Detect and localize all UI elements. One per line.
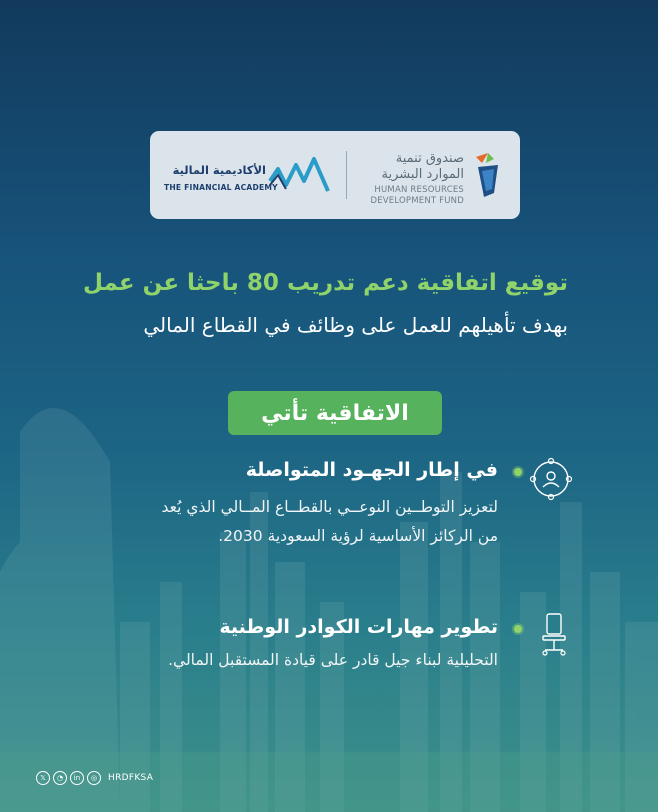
subheadline: بهدف تأهيلهم للعمل على وظائف في القطاع المالي: [143, 313, 568, 337]
headline: توقيع اتفاقية دعم تدريب 80 باحثا عن عمل: [82, 270, 568, 296]
bullet-dot: [514, 468, 522, 476]
logo-divider: [346, 151, 347, 199]
item-title: في إطار الجهـود المتواصلة: [245, 459, 498, 481]
item-body: التحليلية لبناء جيل قادر على قيادة المستقبل المالي.: [168, 651, 498, 669]
hrdf-arabic-name: صندوق تنمية الموارد البشرية: [381, 151, 464, 182]
social-links: [36, 771, 153, 785]
people-network-icon: [528, 456, 574, 502]
hrdf-english-name: HUMAN RESOURCES DEVELOPMENT FUND: [370, 185, 464, 206]
snapchat-icon[interactable]: ◔: [53, 771, 67, 785]
agreement-pill-label: الاتفاقية تأتي: [228, 391, 442, 435]
instagram-icon[interactable]: ◎: [87, 771, 101, 785]
item-body: لتعزيز التوطــين النوعــي بالقطــاع المــالي الذي يُعد من الركائز الأساسية لرؤية السعودية 2030.: [161, 498, 498, 545]
bullet-dot: [514, 625, 522, 633]
social-handle: HRDFKSA: [108, 773, 154, 783]
linkedin-icon[interactable]: in: [70, 771, 84, 785]
hrdf-logo-icon: [472, 149, 502, 201]
x-icon[interactable]: 𝕏: [36, 771, 50, 785]
partner-logos-card: [150, 131, 520, 219]
academy-english-name: THE FINANCIAL ACADEMY: [164, 183, 278, 192]
academy-arabic-name: الأكاديمية المالية: [172, 163, 266, 177]
city-skyline-background: [0, 372, 658, 812]
item-title: تطوير مهارات الكوادر الوطنية: [219, 616, 498, 638]
office-chair-icon: [540, 612, 568, 658]
